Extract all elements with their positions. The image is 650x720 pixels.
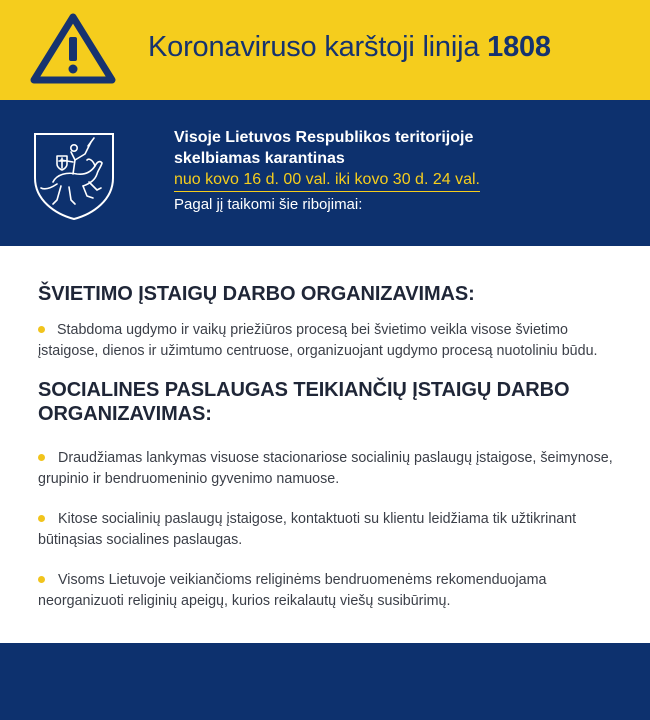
restrictions-content: [38, 282, 618, 612]
list-item: [38, 320, 618, 362]
list-item: [38, 448, 618, 490]
hotline-bar: [0, 0, 650, 100]
banner-subtitle: Pagal jį taikomi šie ribojimai:: [174, 196, 363, 213]
bullet-icon: [38, 326, 45, 333]
coat-of-arms-icon: [31, 130, 117, 222]
banner-line-2: skelbiamas karantinas: [174, 150, 345, 167]
social-heading-line-1: SOCIALINES PASLAUGAS TEIKIANČIŲ ĮSTAIGŲ DARBO: [38, 379, 570, 401]
quarantine-banner: [0, 100, 650, 246]
bullet-icon: [38, 576, 45, 583]
list-item: [38, 570, 618, 612]
banner-line-1: Visoje Lietuvos Respublikos teritorijoje: [174, 129, 474, 146]
social-item-3: Visoms Lietuvoje veikiančioms religinėms bendruomenėms rekomenduojama neorganizuoti religinių apeigų, kurios reikalautų viešų susibūrimų.: [38, 572, 547, 609]
hotline-title: [148, 31, 551, 64]
education-heading: ŠVIETIMO ĮSTAIGŲ DARBO ORGANIZAVIMAS:: [38, 283, 475, 305]
hotline-text: Koronaviruso karštoji linija: [148, 31, 480, 63]
warning-triangle-icon: [29, 11, 117, 85]
quarantine-dates: nuo kovo 16 d. 00 val. iki kovo 30 d. 24 val.: [174, 170, 480, 192]
education-item-1: Stabdoma ugdymo ir vaikų priežiūros procesą bei švietimo veikla visose švietimo įstaigose, dienos ir užimtumo centruose, organizuojant ugdymo procesą nuotoliniu būdu.: [38, 322, 598, 359]
social-item-1: Draudžiamas lankymas visuose stacionariose socialinių paslaugų įstaigose, šeimynose, grupinio ir bendruomeninio gyvenimo namuose.: [38, 450, 613, 487]
bullet-icon: [38, 515, 45, 522]
social-heading-line-2: ORGANIZAVIMAS:: [38, 403, 212, 425]
footer-bar: [0, 643, 650, 720]
bullet-icon: [38, 454, 45, 461]
social-item-2: Kitose socialinių paslaugų įstaigose, kontaktuoti su klientu leidžiama tik užtikrinant būtinąsias socialines paslaugas.: [38, 511, 577, 548]
list-item: [38, 509, 618, 551]
banner-text: [174, 127, 634, 215]
social-heading: [38, 378, 618, 426]
hotline-number: 1808: [487, 31, 551, 63]
